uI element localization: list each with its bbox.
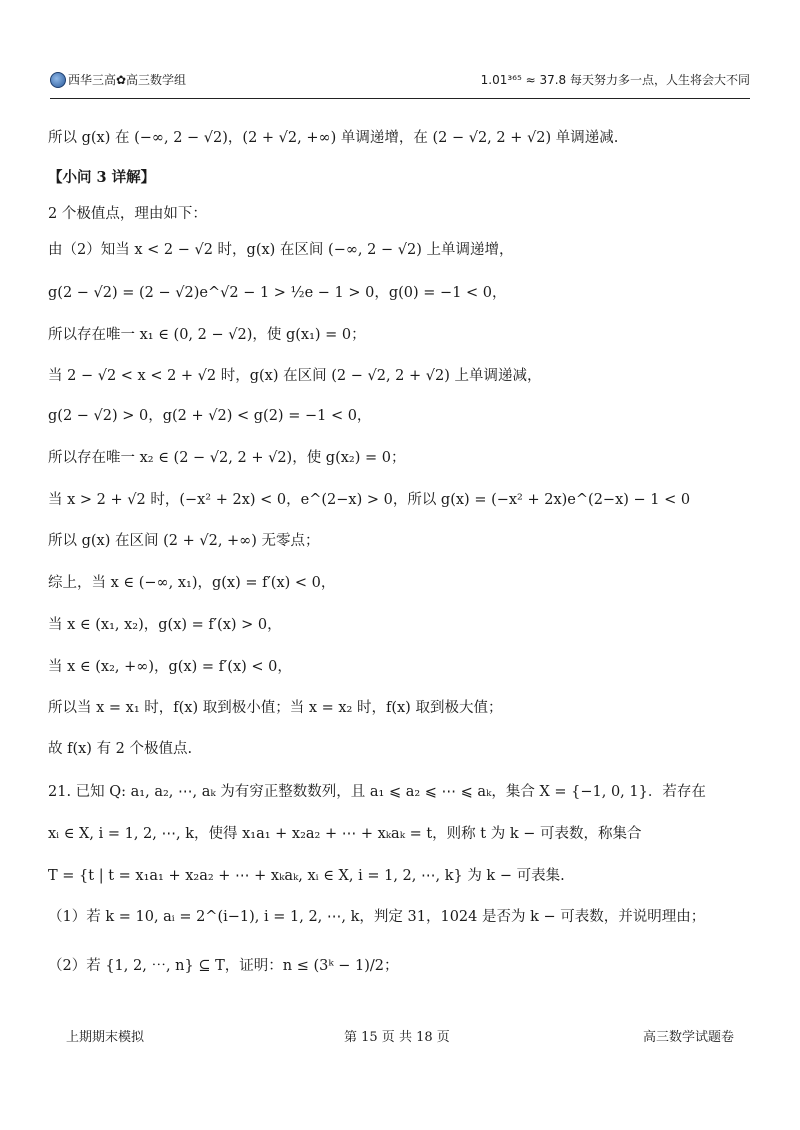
problem-statement-line: xᵢ ∈ X, i = 1, 2, ⋯, k，使得 x₁a₁ + x₂a₂ + ⋯ + xₖaₖ = t，则称 t 为 k − 可表数，称集合: [48, 826, 642, 842]
header-divider: [50, 98, 750, 99]
page-header: [50, 70, 750, 94]
section-heading: 【小问 3 详解】: [48, 169, 156, 186]
text-line: 由（2）知当 x < 2 − √2 时，g(x) 在区间 (−∞, 2 − √2) 上单调递增，: [48, 242, 514, 258]
text-line: g(2 − √2) = (2 − √2)e^√2 − 1 > ½e − 1 > 0，g(0) = −1 < 0，: [48, 285, 507, 301]
text-line: 故 f(x) 有 2 个极值点.: [48, 741, 193, 757]
text-line: 所以存在唯一 x₂ ∈ (2 − √2, 2 + √2)，使 g(x₂) = 0；: [48, 450, 406, 466]
text-line: 所以 g(x) 在区间 (2 + √2, +∞) 无零点；: [48, 533, 320, 549]
header-right-text: 1.01³⁶⁵ ≈ 37.8 每天努力多一点，人生将会大不同: [480, 73, 750, 87]
text-line: 所以存在唯一 x₁ ∈ (0, 2 − √2)，使 g(x₁) = 0；: [48, 327, 366, 343]
problem-part-2: （2）若 {1, 2, ⋯, n} ⊆ T，证明：n ≤ (3ᵏ − 1)/2；: [48, 958, 399, 974]
text-line: 当 x ∈ (x₂, +∞)，g(x) = f′(x) < 0，: [48, 659, 292, 675]
text-line: 当 x > 2 + √2 时，(−x² + 2x) < 0，e^(2−x) > 0，所以 g(x) = (−x² + 2x)e^(2−x) − 1 < 0: [48, 492, 691, 508]
text-line: 所以当 x = x₁ 时，f(x) 取到极小值；当 x = x₂ 时，f(x) 取到极大值；: [48, 700, 503, 716]
text-line: 综上，当 x ∈ (−∞, x₁)，g(x) = f′(x) < 0，: [48, 575, 336, 591]
text-line: 当 x ∈ (x₁, x₂)，g(x) = f′(x) > 0，: [48, 617, 282, 633]
footer-left: 上期期末模拟: [66, 1030, 145, 1045]
page-number: 第 15 页 共 18 页: [344, 1030, 450, 1045]
problem-part-1: （1）若 k = 10, aᵢ = 2^(i−1), i = 1, 2, ⋯, k，判定 31，1024 是否为 k − 可表数，并说明理由；: [48, 909, 706, 925]
text-line: 所以 g(x) 在 (−∞, 2 − √2)，(2 + √2, +∞) 单调递增，在 (2 − √2, 2 + √2) 单调递减.: [48, 130, 619, 146]
text-line: g(2 − √2) > 0，g(2 + √2) < g(2) = −1 < 0，: [48, 408, 372, 424]
footer-right: 高三数学试题卷: [642, 1030, 734, 1045]
school-logo-icon: [50, 72, 66, 88]
header-left-text: 西华三高✿高三数学组: [68, 73, 187, 87]
text-line: 2 个极值点，理由如下：: [48, 206, 207, 222]
problem-statement-line: T = {t | t = x₁a₁ + x₂a₂ + ⋯ + xₖaₖ, xᵢ ∈ X, i = 1, 2, ⋯, k} 为 k − 可表集.: [48, 868, 565, 884]
text-line: 当 2 − √2 < x < 2 + √2 时，g(x) 在区间 (2 − √2, 2 + √2) 上单调递减，: [48, 368, 542, 384]
problem-statement-line: 21. 已知 Q: a₁, a₂, ⋯, aₖ 为有穷正整数数列，且 a₁ ⩽ a₂ ⩽ ⋯ ⩽ aₖ，集合 X = {−1, 0, 1}．若存在: [48, 784, 706, 800]
